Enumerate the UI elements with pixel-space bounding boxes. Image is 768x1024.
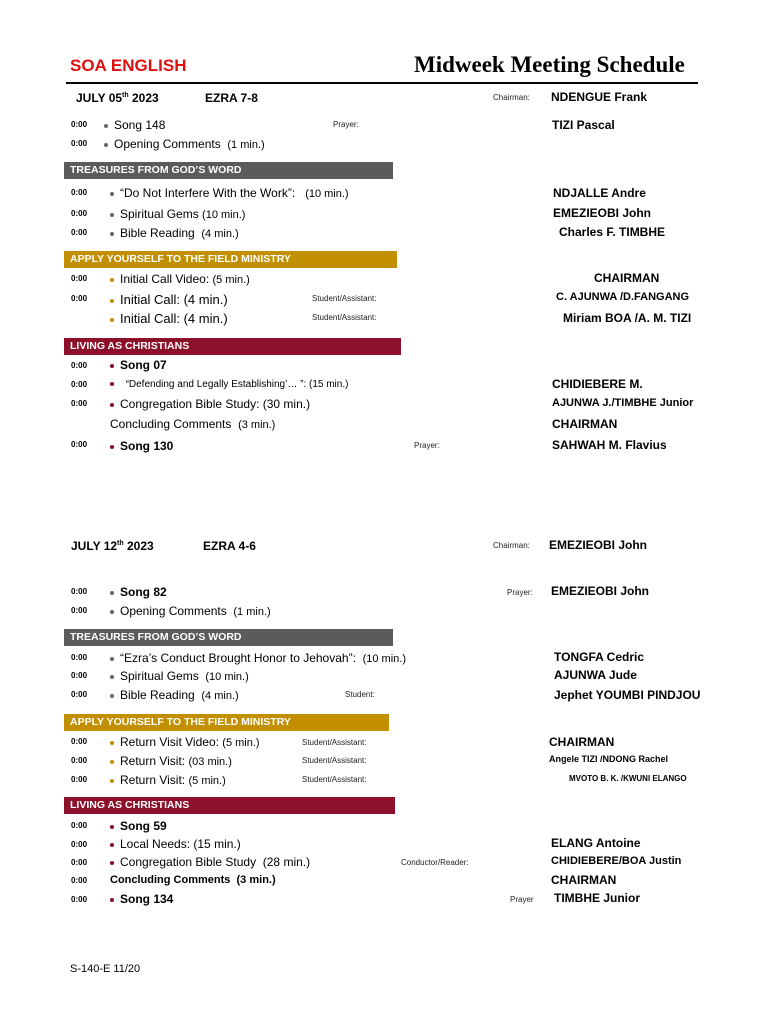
bullet-icon <box>110 898 114 902</box>
list-item: Song 148 <box>104 118 165 132</box>
week1-chairman: NDENGUE Frank <box>551 90 648 104</box>
assignee: Angele TIZI /NDONG Rachel <box>549 754 669 764</box>
list-item: Song 134 <box>110 892 173 906</box>
bullet-icon <box>110 825 114 829</box>
list-item: Bible Reading (4 min.) <box>110 688 239 702</box>
bullet-icon <box>110 657 114 661</box>
assignee: AJUNWA J./TIMBHE Junior <box>552 397 694 409</box>
time: 0:00 <box>71 294 88 303</box>
assignee: TIMBHE Junior <box>554 891 640 905</box>
list-item: “Defending and Legally Establishing’… ”: (15 min.) <box>110 379 348 390</box>
time: 0:00 <box>71 671 88 680</box>
bullet-icon <box>110 403 114 407</box>
bullet-icon <box>110 610 114 614</box>
week2-chairman: EMEZIEOBI John <box>549 538 648 552</box>
bullet-icon <box>110 445 114 449</box>
prayer-label: Prayer: <box>507 588 533 597</box>
prayer-label: Prayer: <box>414 441 440 450</box>
assignee: Miriam BOA /A. M. TIZI <box>563 311 692 325</box>
bullet-icon <box>110 675 114 679</box>
time: 0:00 <box>71 139 88 148</box>
list-item: Return Visit: (03 min.) <box>110 754 232 768</box>
list-item: Song 07 <box>110 358 167 372</box>
list-item: Initial Call: (4 min.) <box>110 292 228 307</box>
assignee: CHAIRMAN <box>594 271 660 285</box>
bullet-icon <box>110 318 114 322</box>
list-item: Bible Reading (4 min.) <box>110 226 239 240</box>
time: 0:00 <box>71 399 88 408</box>
week2-chairman-label: Chairman: <box>493 541 530 550</box>
time: 0:00 <box>71 840 88 849</box>
prayer-label: Prayer: <box>333 120 359 129</box>
section-treasures: TREASURES FROM GOD’S WORD <box>64 629 393 646</box>
assignee: CHIDIEBERE M. <box>552 377 643 391</box>
assignee: NDJALLE Andre <box>553 186 646 200</box>
section-apply: APPLY YOURSELF TO THE FIELD MINISTRY <box>64 251 397 268</box>
list-item: Return Visit Video: (5 min.) <box>110 735 260 749</box>
assignee: CHAIRMAN <box>552 417 618 431</box>
time: 0:00 <box>71 858 88 867</box>
list-item: Song 130 <box>110 439 173 453</box>
list-item: Opening Comments (1 min.) <box>110 604 271 618</box>
list-item: Concluding Comments (3 min.) <box>110 874 276 886</box>
list-item: Song 82 <box>110 585 167 599</box>
student-assistant-label: Student/Assistant: <box>312 313 377 322</box>
list-item: Initial Call: (4 min.) <box>110 311 228 326</box>
bullet-icon <box>110 861 114 865</box>
assignee: EMEZIEOBI John <box>553 206 652 220</box>
prayer-label: Prayer <box>510 895 534 904</box>
list-item: Local Needs: (15 min.) <box>110 837 241 851</box>
assignee: C. AJUNWA /D.FANGANG <box>556 291 690 303</box>
time: 0:00 <box>71 653 88 662</box>
conductor-reader-label: Conductor/Reader: <box>401 858 469 867</box>
list-item: Spiritual Gems (10 min.) <box>110 207 245 221</box>
bullet-icon <box>110 299 114 303</box>
list-item: Opening Comments (1 min.) <box>104 137 265 151</box>
list-item: Congregation Bible Study: (30 min.) <box>110 397 310 411</box>
time: 0:00 <box>71 876 88 885</box>
assignee: TIZI Pascal <box>552 118 615 132</box>
bullet-icon <box>110 843 114 847</box>
bullet-icon <box>110 232 114 236</box>
list-item: “Ezra’s Conduct Brought Honor to Jehovah”: (10 min.) <box>110 651 406 665</box>
time: 0:00 <box>71 228 88 237</box>
time: 0:00 <box>71 587 88 596</box>
bullet-icon <box>104 143 108 147</box>
page-title: Midweek Meeting Schedule <box>414 52 685 77</box>
week1-chairman-label: Chairman: <box>493 93 530 102</box>
list-item: Initial Call Video: (5 min.) <box>110 272 250 286</box>
header-rule <box>66 82 698 84</box>
assignee: CHIDIEBERE/BOA Justin <box>551 855 682 867</box>
assignee: CHAIRMAN <box>549 735 615 749</box>
bullet-icon <box>110 591 114 595</box>
list-item: Concluding Comments (3 min.) <box>110 417 276 431</box>
time: 0:00 <box>71 209 88 218</box>
list-item: “Do Not Interfere With the Work”: (10 min.) <box>110 186 349 200</box>
section-living: LIVING AS CHRISTIANS <box>64 797 395 814</box>
list-item: Congregation Bible Study (28 min.) <box>110 855 310 869</box>
assignee: ELANG Antoine <box>551 836 641 850</box>
time: 0:00 <box>71 756 88 765</box>
section-living: LIVING AS CHRISTIANS <box>64 338 401 355</box>
form-code: S-140-E 11/20 <box>70 963 141 975</box>
time: 0:00 <box>71 775 88 784</box>
time: 0:00 <box>71 895 88 904</box>
time: 0:00 <box>71 606 88 615</box>
student-label: Student: <box>345 690 375 699</box>
bullet-icon <box>104 124 108 128</box>
bullet-icon <box>110 192 114 196</box>
assignee: MVOTO B. K. /KWUNI ELANGO <box>569 774 687 783</box>
time: 0:00 <box>71 737 88 746</box>
section-treasures: TREASURES FROM GOD’S WORD <box>64 162 393 179</box>
section-apply: APPLY YOURSELF TO THE FIELD MINISTRY <box>64 714 389 731</box>
week2-reading: EZRA 4-6 <box>203 539 256 553</box>
assignee: TONGFA Cedric <box>554 650 645 664</box>
bullet-icon <box>110 779 114 783</box>
time: 0:00 <box>71 274 88 283</box>
time: 0:00 <box>71 690 88 699</box>
assignee: EMEZIEOBI John <box>551 584 650 598</box>
time: 0:00 <box>71 361 88 370</box>
assignee: CHAIRMAN <box>551 873 617 887</box>
bullet-icon <box>110 694 114 698</box>
student-assistant-label: Student/Assistant: <box>302 775 367 784</box>
bullet-icon <box>110 760 114 764</box>
org-name: SOA ENGLISH <box>70 56 187 75</box>
assignee: AJUNWA Jude <box>554 668 637 682</box>
bullet-icon <box>110 364 114 368</box>
time: 0:00 <box>71 188 88 197</box>
time: 0:00 <box>71 440 88 449</box>
student-assistant-label: Student/Assistant: <box>302 756 367 765</box>
list-item: Spiritual Gems (10 min.) <box>110 669 249 683</box>
student-assistant-label: Student/Assistant: <box>302 738 367 747</box>
time: 0:00 <box>71 380 88 389</box>
bullet-icon <box>110 741 114 745</box>
bullet-icon <box>110 278 114 282</box>
week2-date: JULY 12th 2023 <box>71 539 154 553</box>
week1-date: JULY 05th 2023 <box>76 91 159 105</box>
assignee: Jephet YOUMBI PINDJOU <box>554 688 701 702</box>
week1-reading: EZRA 7-8 <box>205 91 258 105</box>
student-assistant-label: Student/Assistant: <box>312 294 377 303</box>
bullet-icon <box>110 213 114 217</box>
list-item: Return Visit: (5 min.) <box>110 773 226 787</box>
list-item: Song 59 <box>110 819 167 833</box>
assignee: SAHWAH M. Flavius <box>552 438 667 452</box>
bullet-icon <box>110 382 114 386</box>
time: 0:00 <box>71 120 88 129</box>
time: 0:00 <box>71 821 88 830</box>
assignee: Charles F. TIMBHE <box>559 225 666 239</box>
